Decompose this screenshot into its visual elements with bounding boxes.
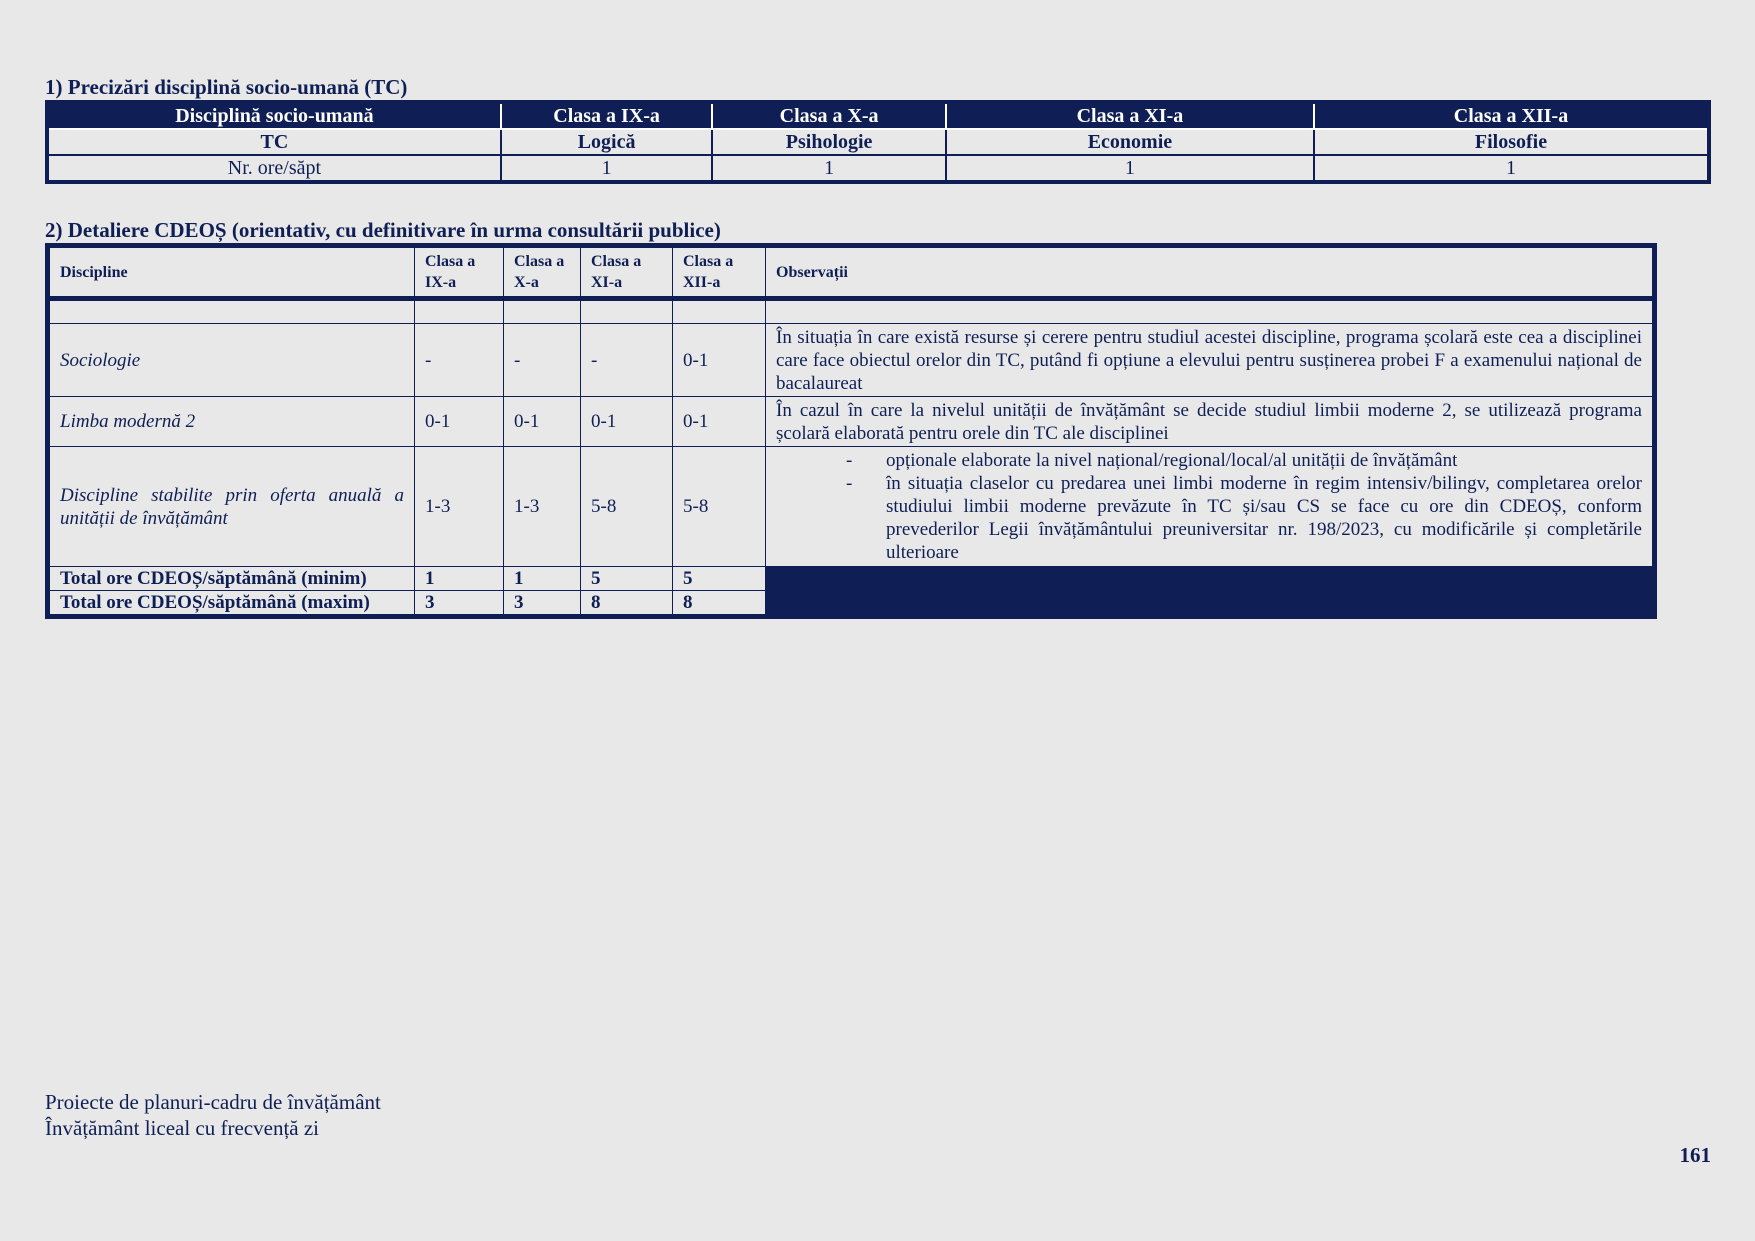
total-label: Total ore CDEOȘ/săptămână (maxim)	[48, 591, 415, 617]
shaded-cell	[766, 591, 1655, 617]
table1-cell: 1	[712, 155, 946, 182]
table1-cell: Filosofie	[1314, 129, 1709, 155]
discipline-name: Discipline stabilite prin oferta anuală a unității de învățământ	[48, 447, 415, 567]
table1-header-cell: Clasa a XII-a	[1314, 102, 1709, 129]
total-max-row	[48, 591, 1655, 617]
hours-cell: 1-3	[415, 447, 504, 567]
table1-header-cell: Disciplină socio-umană	[47, 102, 501, 129]
table2-row	[48, 447, 1655, 567]
table2-header-cell: Clasa a IX-a	[415, 246, 504, 299]
section1-title: 1) Precizări disciplină socio-umană (TC)	[45, 75, 408, 99]
total-cell: 3	[415, 591, 504, 617]
table1-cell: Economie	[946, 129, 1314, 155]
total-cell: 5	[581, 567, 673, 591]
table2-header-cell: Clasa a X-a	[504, 246, 581, 299]
discipline-name: Limba modernă 2	[48, 397, 415, 447]
table1-header-cell: Clasa a XI-a	[946, 102, 1314, 129]
table2-row	[48, 324, 1655, 397]
table2-header-cell: Observații	[766, 246, 1655, 299]
total-cell: 5	[673, 567, 766, 591]
table2-header-row	[48, 246, 1655, 299]
total-cell: 1	[415, 567, 504, 591]
hours-cell: -	[504, 324, 581, 397]
cdeos-detail-table	[45, 243, 1657, 619]
total-cell: 8	[673, 591, 766, 617]
table1-cell: 1	[1314, 155, 1709, 182]
hours-cell: 0-1	[581, 397, 673, 447]
table1-cell: Logică	[501, 129, 713, 155]
footer-title: Proiecte de planuri-cadru de învățământ	[45, 1090, 381, 1114]
observations-cell	[766, 447, 1655, 567]
total-label: Total ore CDEOȘ/săptămână (minim)	[48, 567, 415, 591]
hours-cell: 0-1	[673, 324, 766, 397]
socio-human-discipline-table	[45, 100, 1711, 184]
discipline-name: Sociologie	[48, 324, 415, 397]
table1-header-cell: Clasa a X-a	[712, 102, 946, 129]
table2-row	[48, 397, 1655, 447]
footer-subtitle: Învățământ liceal cu frecvență zi	[45, 1116, 320, 1140]
table1-cell: 1	[501, 155, 713, 182]
table1-cell: TC	[47, 129, 501, 155]
table1-cell: 1	[946, 155, 1314, 182]
page-number: 161	[1679, 1143, 1711, 1167]
table2-header-cell: Discipline	[48, 246, 415, 299]
total-cell: 3	[504, 591, 581, 617]
hours-cell: 0-1	[504, 397, 581, 447]
hours-cell: 1-3	[504, 447, 581, 567]
total-cell: 1	[504, 567, 581, 591]
section2-title: 2) Detaliere CDEOȘ (orientativ, cu definitivare în urma consultării publice)	[45, 218, 721, 242]
table1-header-row	[47, 102, 1709, 129]
table2-header-cell: Clasa a XI-a	[581, 246, 673, 299]
observations-cell: În cazul în care la nivelul unității de învățământ se decide studiul limbii moderne 2, se utilizează programa școlară elaborată pentru orele din TC ale disciplinei	[766, 397, 1655, 447]
observations-list-item: - opționale elaborate la nivel național/regional/local/al unității de învățământ	[886, 449, 1642, 472]
table1-hours-row	[47, 155, 1709, 182]
observations-cell: În situația în care există resurse și cerere pentru studiul acestei discipline, programa școlară este cea a disciplinei care face obiectul orelor din TC, putând fi opțiune a elevului pentru susținerea probei F a examenului național de bacalaureat	[766, 324, 1655, 397]
table1-header-cell: Clasa a IX-a	[501, 102, 713, 129]
total-min-row	[48, 567, 1655, 591]
hours-cell: 5-8	[581, 447, 673, 567]
observations-list	[776, 449, 1642, 564]
shaded-cell	[766, 567, 1655, 591]
hours-cell: 0-1	[673, 397, 766, 447]
table1-disciplines-row	[47, 129, 1709, 155]
total-cell: 8	[581, 591, 673, 617]
table1-cell: Psihologie	[712, 129, 946, 155]
hours-cell: 5-8	[673, 447, 766, 567]
observations-list-item: - în situația claselor cu predarea unei limbi moderne în regim intensiv/bilingv, completarea orelor studiului limbii moderne prevăzute în TC și/sau CS se face cu ore din CDEOȘ, conform prevederilor Legii învățământului preuniversitar nr. 198/2023, cu modificările și completările ulterioare	[886, 472, 1642, 564]
hours-cell: -	[415, 324, 504, 397]
table1-cell: Nr. ore/săpt	[47, 155, 501, 182]
table2-header-cell: Clasa a XII-a	[673, 246, 766, 299]
hours-cell: 0-1	[415, 397, 504, 447]
hours-cell: -	[581, 324, 673, 397]
table2-empty-row	[48, 299, 1655, 324]
